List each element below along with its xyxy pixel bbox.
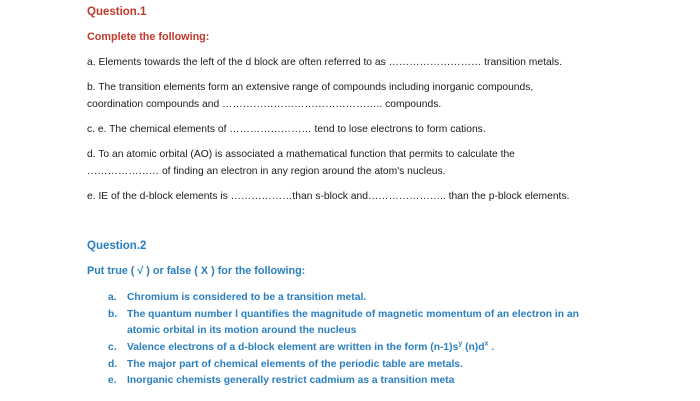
q2-item-b-text: The quantum number l quantifies the magnitude of magnetic momentum of an electron in an (127, 309, 579, 320)
q2-item-c-sup-x: x (484, 340, 489, 348)
q2-item-e-marker: e. (108, 375, 117, 386)
q2-item-d-text: The major part of chemical elements of the periodic table are metals. (127, 359, 463, 370)
question-1-title: Question.1 (87, 6, 147, 18)
q2-item-d-marker: d. (108, 359, 118, 370)
q1-item-b-line2: coordination compounds and ……………………………………….. compounds. (87, 99, 442, 110)
q1-item-e: e. IE of the d-block elements is ………………than s-block and………………….. than the p-block elements. (87, 191, 570, 202)
q2-item-c-marker: c. (108, 342, 117, 353)
q2-item-b-marker: b. (108, 309, 118, 320)
q1-item-a: a. Elements towards the left of the d block are often referred to as ……………………… transition metals. (87, 57, 562, 68)
q2-item-b-text-cont: atomic orbital in its motion around the nucleus (127, 325, 357, 336)
q1-item-b-line1: b. The transition elements form an extensive range of compounds including inorganic compounds, (87, 82, 534, 93)
q1-item-c: c. e. The chemical elements of …………………… tend to lose electrons to form cations. (87, 124, 486, 135)
question-2-title: Question.2 (87, 240, 147, 252)
q2-item-a-marker: a. (108, 292, 117, 303)
q2-item-c-text-post: . (488, 342, 495, 353)
q2-item-a-text: Chromium is considered to be a transition metal. (127, 292, 367, 303)
question-2-instruction: Put true ( √ ) or false ( X ) for the following: (87, 265, 306, 277)
q2-item-c-sup-y: y (458, 340, 463, 348)
q2-item-c-text-pre: Valence electrons of a d-block element are written in the form (n-1)s (127, 342, 459, 353)
q2-item-c-text-mid: (n)d (462, 342, 485, 353)
q2-item-c-text (127, 342, 494, 353)
question-1-instruction: Complete the following: (87, 31, 210, 43)
q1-item-d-line1: d. To an atomic orbital (AO) is associated a mathematical function that permits to calculate the (87, 149, 515, 160)
q1-item-d-line2: ………………… of finding an electron in any region around the atom's nucleus. (87, 166, 446, 177)
q2-item-e-text: Inorganic chemists generally restrict cadmium as a transition meta (127, 375, 455, 386)
